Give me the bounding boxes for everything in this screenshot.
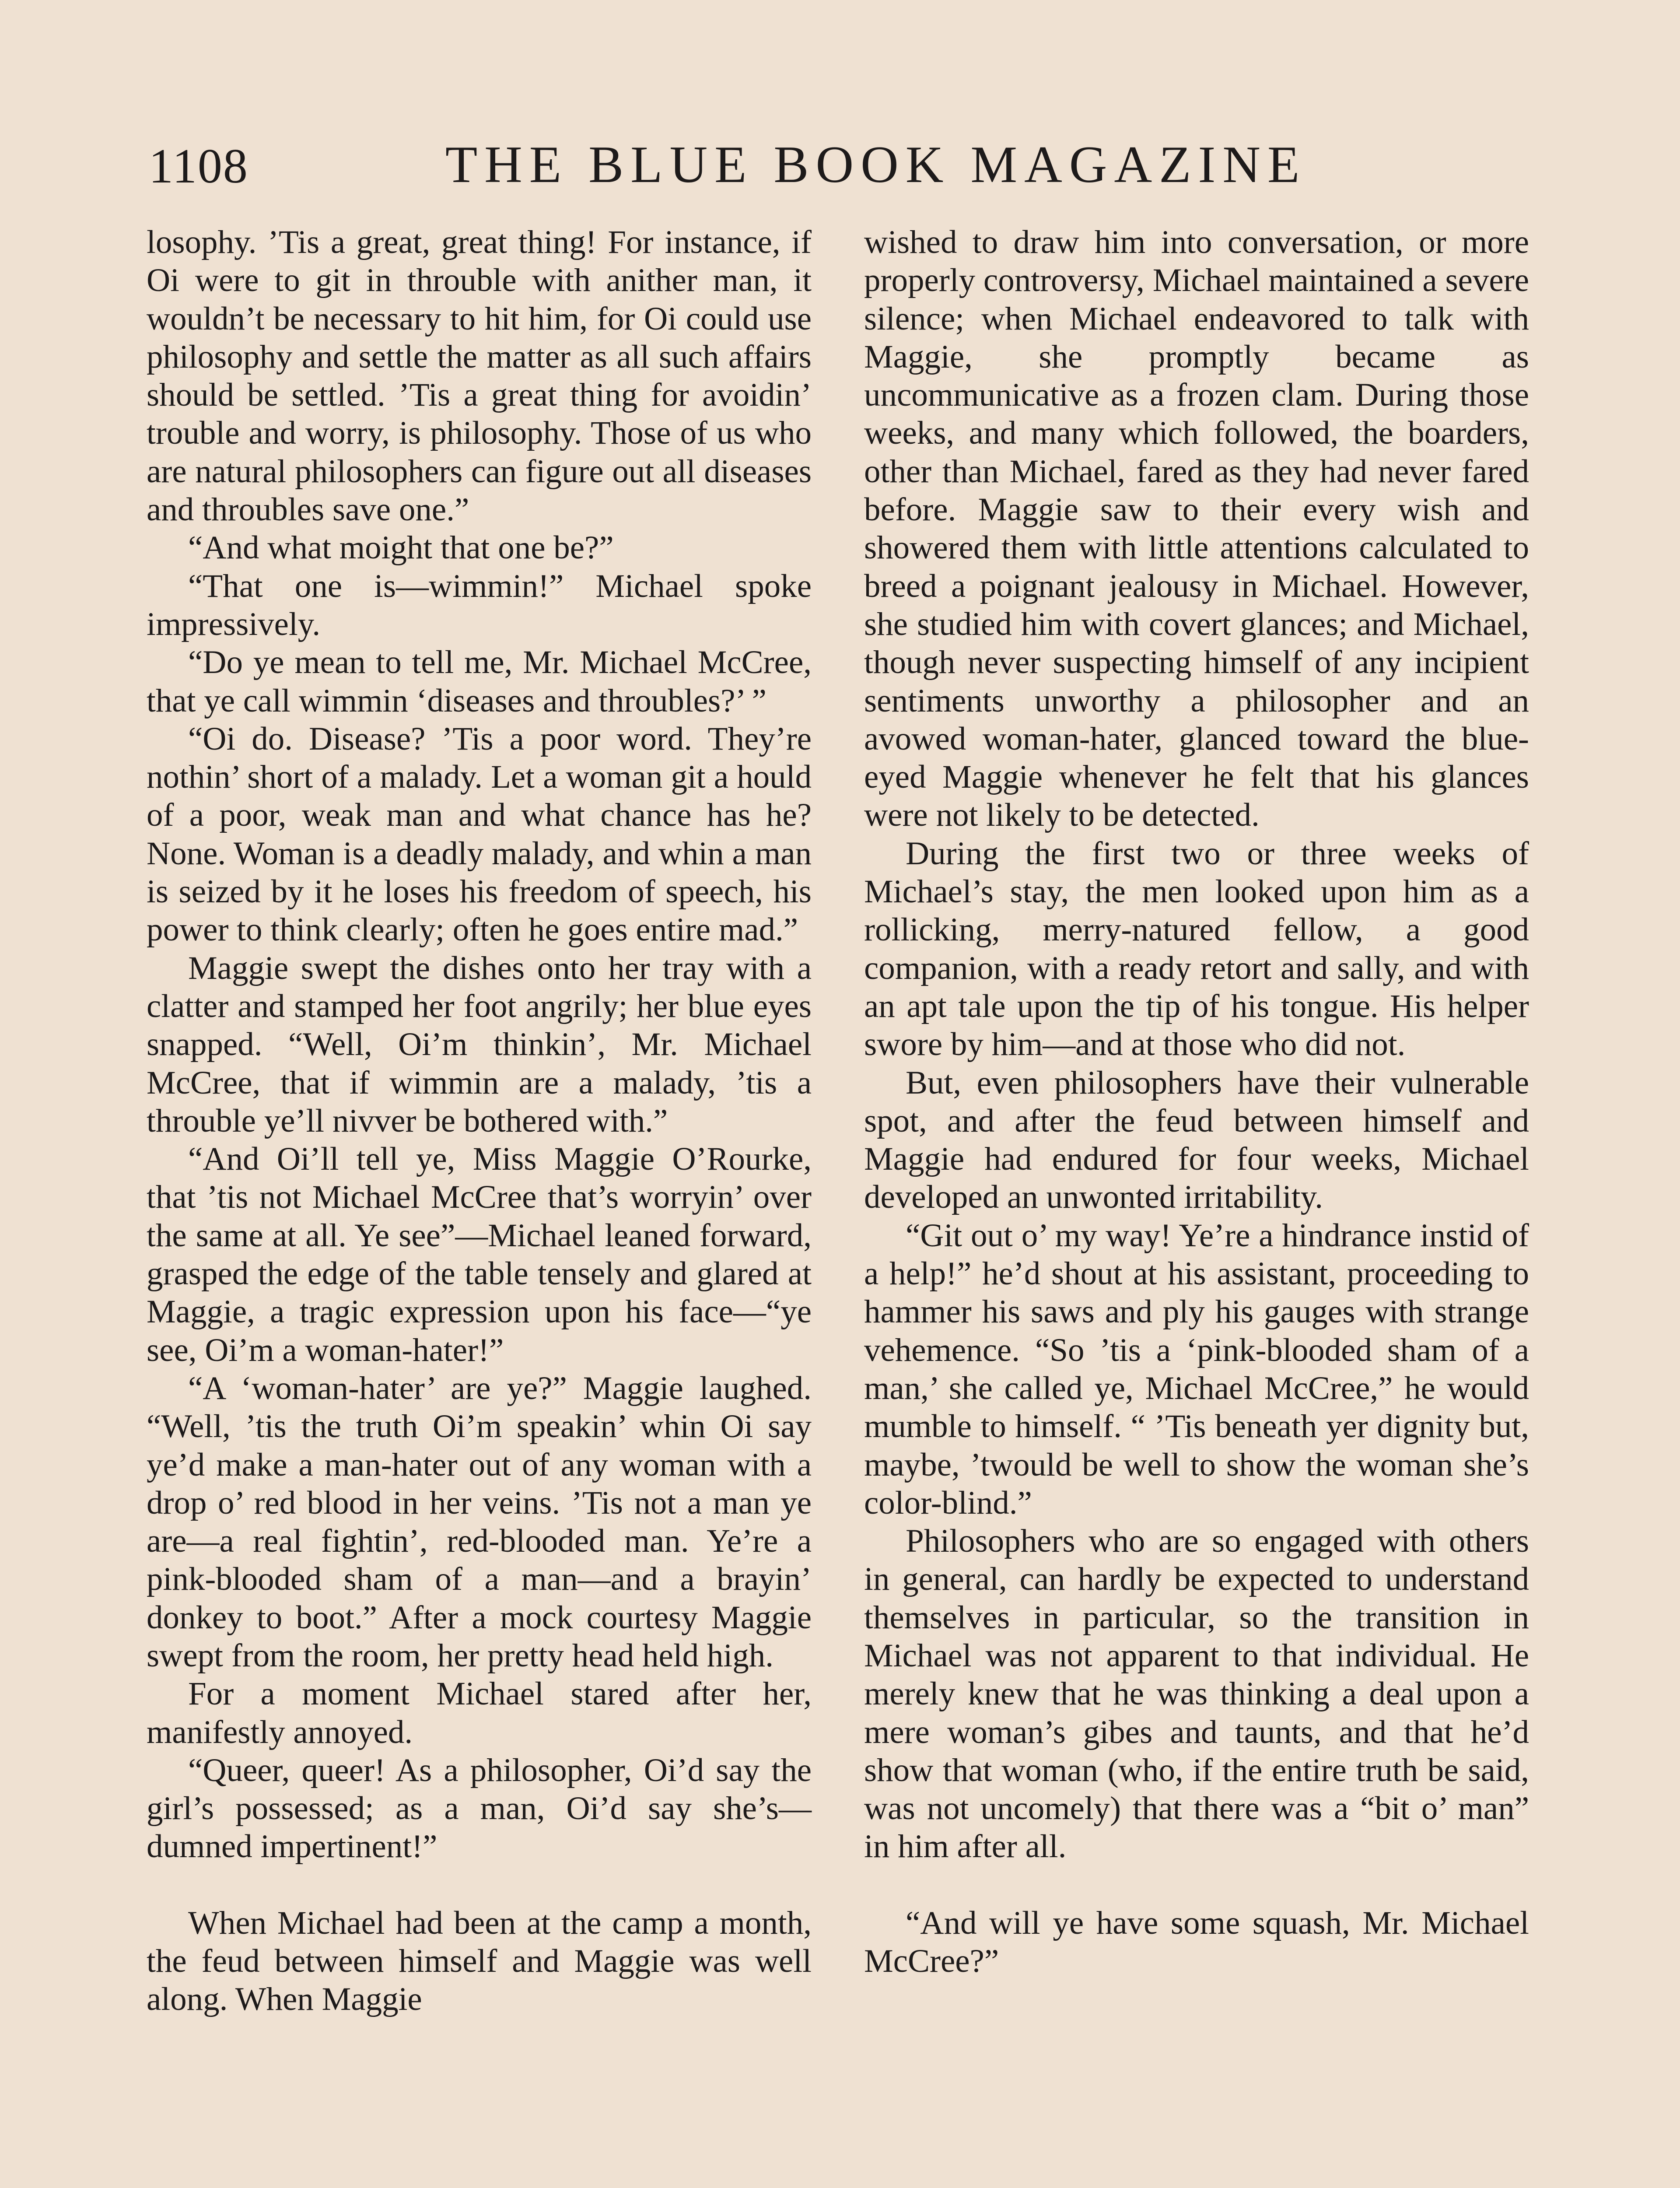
text-column-right	[864, 223, 1529, 2188]
paragraph: “And what moight that one be?”	[188, 529, 614, 566]
paragraph: Philosophers who are so engaged with others in general, can hardly be expected to understand themselves in particular, so the transition in Michael was not apparent to that individual. He merely knew that he was thinking a deal upon a mere woman’s gibes and taunts, and that he’d show that woman (who, if the entire truth be said, was not uncomely) that there was a “bit o’ man” in him after all.	[864, 1523, 1529, 1865]
text-column-left	[147, 223, 812, 2188]
paragraph: “Git out o’ my way! Ye’re a hindrance instid of a help!” he’d shout at his assistant, proceeding to hammer his saws and ply his gauges with strange vehemence. “So ’tis a ‘pink-blooded sham of a man,’ she called ye, Michael McCree,” he would mumble to himself. “ ’Tis beneath yer dignity but, maybe, ’twould be well to show the woman she’s color-blind.”	[864, 1217, 1529, 1521]
paragraph: “And Oi’ll tell ye, Miss Maggie O’Rourke, that ’tis not Michael McCree that’s worryin’ over the same at all. Ye see”—Michael leaned forward, grasped the edge of the table tensely and glared at Maggie, a tragic expression upon his face—“ye see, Oi’m a woman-hater!”	[147, 1141, 812, 1368]
paragraph: wished to draw him into conversation, or more properly controversy, Michael maintained a severe silence; when Michael endeavored to talk with Maggie, she promptly became as uncommunicative as a frozen clam. During those weeks, and many which followed, the boarders, other than Michael, fared as they had never fared before. Maggie saw to their every wish and showered them with little attentions calculated to breed a poignant jealousy in Michael. However, she studied him with covert glances; and Michael, though never suspecting himself of any incipient sentiments unworthy a philosopher and an avowed woman-hater, glanced toward the blue-eyed Maggie whenever he felt that his glances were not likely to be detected.	[864, 224, 1529, 834]
magazine-title: THE BLUE BOOK MAGAZINE	[445, 135, 1307, 193]
paragraph: For a moment Michael stared after her, manifestly annoyed.	[147, 1676, 812, 1750]
paragraph: But, even philosophers have their vulnerable spot, and after the feud between himself and Maggie had endured for four weeks, Michael developed an unwonted irritability.	[864, 1064, 1529, 1216]
paragraph: When Michael had been at the camp a month, the feud between himself and Maggie was well along. When Maggie	[147, 1904, 812, 2018]
paragraph: During the first two or three weeks of Michael’s stay, the men looked upon him as a rollicking, merry-natured fellow, a good companion, with a ready retort and sally, and with an apt tale upon the tip of his tongue. His helper swore by him—and at those who did not.	[864, 835, 1529, 1063]
paragraph: “That one is—wimmin!” Michael spoke impressively.	[147, 568, 812, 642]
paragraph: “Do ye mean to tell me, Mr. Michael McCree, that ye call wimmin ‘diseases and throubles?’ ”	[147, 644, 812, 719]
paragraph: losophy. ’Tis a great, great thing! For instance, if Oi were to git in throuble with anither man, it wouldn’t be necessary to hit him, for Oi could use philosophy and settle the matter as all such affairs should be settled. ’Tis a great thing for avoidin’ trouble and worry, is philosophy. Those of us who are natural philosophers can figure out all diseases and throubles save one.”	[147, 224, 812, 528]
running-header	[149, 125, 1540, 195]
paragraph: Maggie swept the dishes onto her tray with a clatter and stamped her foot angrily; her blue eyes snapped. “Well, Oi’m thinkin’, Mr. Michael McCree, that if wimmin are a malady, ’tis a throuble ye’ll nivver be bothered with.”	[147, 950, 812, 1139]
paragraph: “Oi do. Disease? ’Tis a poor word. They’re nothin’ short of a malady. Let a woman git a hould of a poor, weak man and what chance has he? None. Woman is a deadly malady, and whin a man is seized by it he loses his freedom of speech, his power to think clearly; often he goes entire mad.”	[147, 720, 812, 948]
paragraph: “Queer, queer! As a philosopher, Oi’d say the girl’s possessed; as a man, Oi’d say she’s—dumned impertinent!”	[147, 1752, 812, 1865]
paragraph: “And will ye have some squash, Mr. Michael McCree?”	[864, 1904, 1529, 1980]
page-number: 1108	[149, 139, 248, 193]
paragraph: “A ‘woman-hater’ are ye?” Maggie laughed. “Well, ’tis the truth Oi’m speakin’ whin Oi say ye’d make a man-hater out of any woman with a drop o’ red blood in her veins. ’Tis not a man ye are—a real fightin’, red-blooded man. Ye’re a pink-blooded sham of a man—and a brayin’ donkey to boot.” After a mock courtesy Maggie swept from the room, her pretty head held high.	[147, 1370, 812, 1674]
